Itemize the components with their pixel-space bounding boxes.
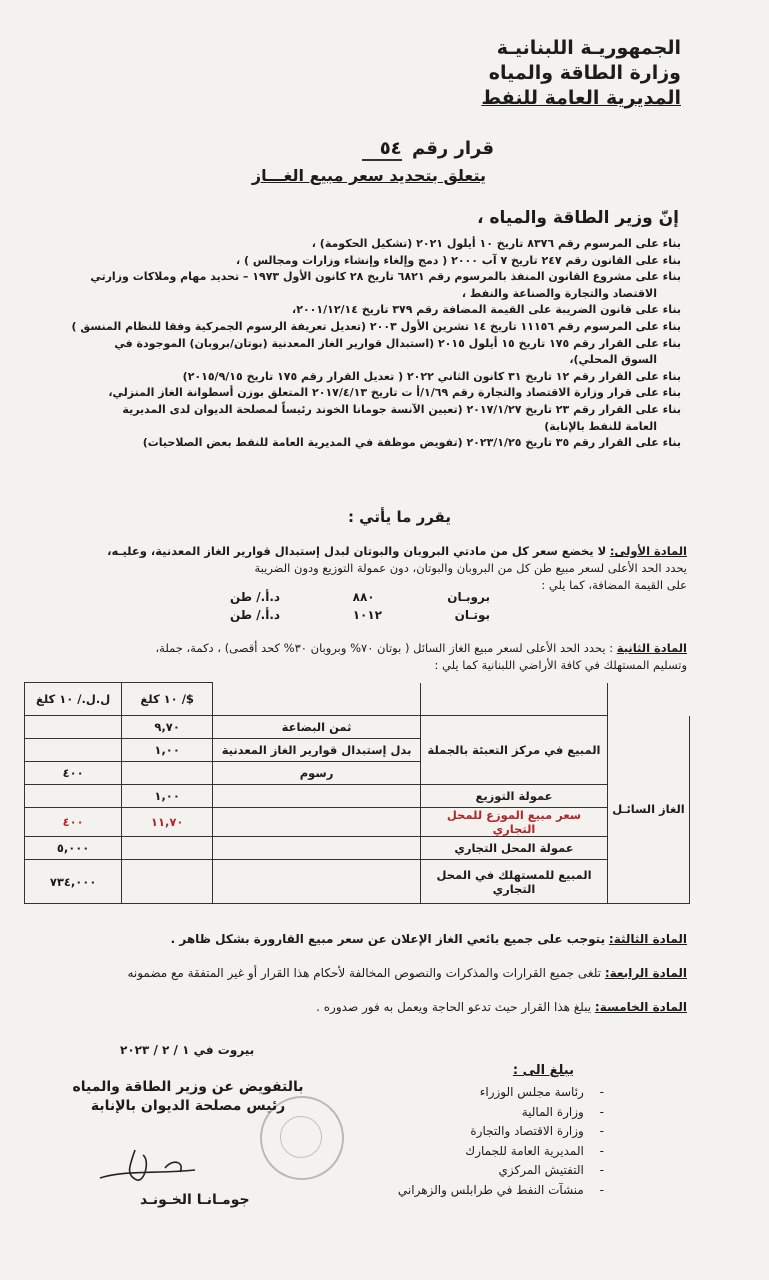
row-usd: ٩,٧٠ [122, 716, 213, 739]
article-4-title: المادة الرابعة: [604, 966, 687, 980]
row-lbp: ٤٠٠ [25, 762, 122, 785]
price-row [230, 608, 490, 626]
signatory-name: جومـانـا الخـونـد [140, 1192, 250, 1208]
row-item: عمولة التوزيع [421, 785, 608, 808]
article-1-title: المادة الأولى: [609, 544, 687, 558]
letterhead [481, 36, 681, 111]
distribution-item: - التفتيش المركزي [398, 1161, 604, 1181]
ministry-name: وزارة الطاقة والمياه [488, 62, 681, 84]
recital-line: بناء على القرار رقم ٣٥ تاريخ ٢٠٢٣/١/٢٥ (تفويض موظفة في المديرية العامة للنفط بعض الصلاحيات) [142, 436, 681, 450]
row-usd: ١١,٧٠ [122, 808, 213, 837]
issue-date: بيروت في ١ / ٢ / ٢٠٢٣ [120, 1043, 255, 1057]
article-4-text: تلغى جميع القرارات والمذكرات والنصوص المخالفة لأحكام هذا القرار أو غير المتفقة مع مضمونه [127, 966, 602, 980]
table-row [25, 860, 690, 904]
recital-line: بناء على قرار وزارة الاقتصاد والتجارة رقم ١/٦٩/أ ت تاريخ ٢٠١٧/٤/١٣ المتعلق بوزن أسطوانة الغاز المنزلي، [108, 386, 681, 400]
recital-line: بناء على المرسوم رقم ٨٣٧٦ تاريخ ١٠ أيلول ٢٠٢١ (تشكيل الحكومة) ، [311, 237, 681, 250]
table-row [25, 837, 690, 860]
article-5 [316, 1000, 687, 1014]
price-name: بوتـان [454, 608, 490, 622]
article-3 [171, 932, 687, 946]
article-1-line1: لا يخضع سعر كل من مادتي البروبان والبوتان لبدل إستبدال قوارير الغاز المعدنية، وعليـه، [107, 544, 607, 558]
article-3-title: المادة الثالثة: [608, 932, 687, 946]
usd-column-header: $/ ١٠ كلغ [122, 683, 213, 716]
row-item: عمولة المحل التجاري [421, 837, 608, 860]
article-5-title: المادة الخامسة: [594, 1000, 687, 1014]
minister-line: إنّ وزير الطاقة والمياه ، [477, 208, 679, 228]
recital-line: الاقتصاد والتجارة والصناعة والنفط ، [461, 286, 657, 300]
decision-number-line [362, 138, 494, 161]
signature-line1: بالتفويض عن وزير الطاقة والمياه [72, 1079, 304, 1095]
article-1-line3: على القيمة المضافة، كما يلي : [541, 578, 687, 592]
price-table [24, 682, 690, 904]
price-row [230, 590, 490, 608]
row-lbp [25, 739, 122, 762]
distribution-item: - رئاسة مجلس الوزراء [398, 1083, 604, 1103]
article-5-text: يبلغ هذا القرار حيث تدعو الحاجة ويعمل به فور صدوره . [316, 1000, 592, 1014]
signature-line2: رئيس مصلحة الديوان بالإنابة [90, 1098, 286, 1114]
recital-line: بناء على القرار رقم ١٢ تاريخ ٣١ كانون الثاني ٢٠٢٢ ( تعديل القرار رقم ١٧٥ تاريخ ٢٠١٥/٩/١٥) [182, 369, 681, 383]
lbp-column-header: ل.ل./ ١٠ كلغ [25, 683, 122, 716]
distribution-item: - المديرية العامة للجمارك [398, 1142, 604, 1162]
row-lbp [25, 785, 122, 808]
decision-number: ٥٤ [362, 138, 402, 161]
distribution-title: يبلغ الى : [512, 1063, 574, 1078]
liquid-gas-label: الغاز السائـل [608, 716, 690, 904]
row-lbp: ٥,٠٠٠ [25, 837, 122, 860]
recital-line: بناء على القرار رقم ٢٣ تاريخ ٢٠١٧/١/٢٧ (تعيين الآنسة جومانا الخوند رئيساً لمصلحة الديوان لدى المديرية [122, 402, 681, 416]
recital-line: العامة للنفط بالإنابة) [544, 419, 657, 433]
decides-heading: يقرر ما يأتي : [347, 508, 451, 526]
row-usd [122, 762, 213, 785]
article-2 [100, 640, 687, 674]
price-value: ١٠١٢ [352, 608, 382, 622]
recital-line: السوق المحلي)، [569, 353, 657, 367]
decision-label: قرار رقم [411, 138, 494, 159]
wholesale-label: المبيع في مركز التعبئة بالجملة [421, 716, 608, 785]
directorate-name: المديرية العامة للنفط [481, 87, 681, 109]
republic-name: الجمهوريـة اللبنانيـة [496, 37, 681, 59]
price-value: ٨٨٠ [352, 590, 375, 604]
recital-line: بناء على القانون رقم ٢٤٧ تاريخ ٧ آب ٢٠٠٠ ( دمج وإلغاء وإنشاء وزارات ومجالس ) ، [235, 253, 681, 267]
article-4 [127, 966, 687, 980]
row-item: رسوم [213, 762, 421, 785]
article-2-text2: وتسليم المستهلك في كافة الأراضي اللبنانية كما يلي : [434, 658, 687, 672]
table-row [25, 808, 690, 837]
article-3-text: يتوجب على جميع بائعي الغاز الإعلان عن سعر مبيع القارورة بشكل ظاهر . [170, 932, 606, 946]
article-1-line2: يحدد الحد الأعلى لسعر مبيع طن كل من البروبان والبوتان، دون عمولة التوزيع ودون الضريبة [254, 561, 687, 575]
price-unit: د.أ./ طن [230, 608, 281, 622]
row-lbp [25, 716, 122, 739]
recital-line: بناء على القرار رقم ١٧٥ تاريخ ١٥ أيلول ٢٠١٥ (استبدال قوارير الغاز المعدنية (بوتان/بروبان) الموجودة في [114, 336, 681, 350]
row-lbp: ٤٠٠ [25, 808, 122, 837]
decision-subject: يتعلق بتحديد سعر مبيع الغـــاز [251, 166, 486, 185]
article-2-text1: : يحدد الحد الأعلى لسعر مبيع الغاز السائل ( بوتان ٧٠% وبروبان ٣٠% كحد أقصى) ، دكمة، جملة، [155, 641, 614, 655]
signature-block [58, 1078, 318, 1116]
price-name: بروبـان [447, 590, 490, 604]
table-row [25, 785, 690, 808]
price-unit: د.أ./ طن [230, 590, 281, 604]
distribution-item: - منشآت النفط في طرابلس والزهراني [398, 1181, 604, 1201]
price-list [230, 590, 490, 626]
distribution-item: - وزارة المالية [398, 1103, 604, 1123]
row-item: بدل إستبدال قوارير الغاز المعدنية [213, 739, 421, 762]
recital-line: بناء على مشروع القانون المنفذ بالمرسوم رقم ٦٨٢١ تاريخ ٢٨ كانون الأول ١٩٧٣ – تحديد مهام وملاكات وزارتي [90, 270, 681, 284]
row-lbp: ٧٣٤,٠٠٠ [25, 860, 122, 904]
handwritten-signature [95, 1140, 205, 1190]
row-usd: ١,٠٠ [122, 785, 213, 808]
article-1 [100, 543, 687, 594]
row-item: سعر مبيع الموزع للمحل التجاري [421, 808, 608, 837]
row-usd [122, 837, 213, 860]
article-2-title: المادة الثانية [616, 641, 687, 655]
table-row [25, 716, 690, 739]
row-usd [122, 860, 213, 904]
recitals-list [71, 236, 681, 452]
row-item: ثمن البضاعة [213, 716, 421, 739]
recital-line: بناء على قانون الضريبة على القيمة المضافة رقم ٣٧٩ تاريخ ٢٠٠١/١٢/١٤، [292, 303, 681, 317]
distribution-item: - وزارة الاقتصاد والتجارة [398, 1122, 604, 1142]
row-usd: ١,٠٠ [122, 739, 213, 762]
row-item: المبيع للمستهلك في المحل التجاري [421, 860, 608, 904]
recital-line: بناء على المرسوم رقم ١١١٥٦ تاريخ ١٤ تشرين الأول ٢٠٠٣ (تعديل تعريفة الرسوم الجمركية وفقا للنظام المنسق ) [71, 319, 681, 333]
distribution-list [398, 1083, 604, 1200]
